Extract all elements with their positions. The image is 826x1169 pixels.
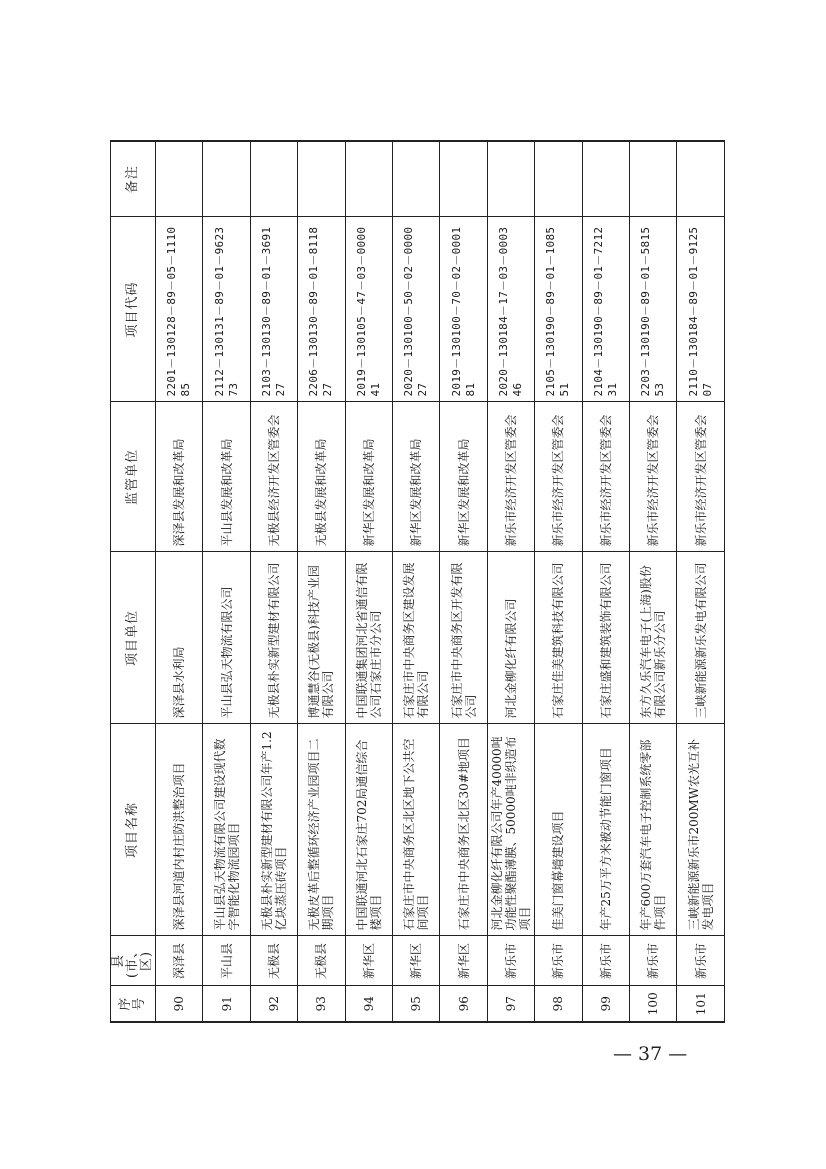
row-project-code: 2110－130184－89－01－912507 <box>677 217 725 402</box>
row-supervisor: 新乐市经济开发区管委会 <box>487 402 534 552</box>
row-project-code: 2019－130105－47－03－000041 <box>345 217 392 402</box>
row-project-name: 河北金柳化纤有限公司年产40000吨功能性聚酯薄膜、50000吨非织造布项目 <box>487 724 534 936</box>
table-row <box>298 141 345 1022</box>
row-remark <box>535 141 582 217</box>
row-remark <box>487 141 534 217</box>
row-project-code: 2105－130190－89－01－108551 <box>535 217 582 402</box>
row-supervisor: 平山县发展和改革局 <box>203 402 250 552</box>
header-project-name: 项目名称 <box>111 724 156 936</box>
row-county: 新乐市 <box>582 936 629 986</box>
row-supervisor: 新乐市经济开发区管委会 <box>677 402 725 552</box>
row-project-code: 2112－130131－89－01－962373 <box>203 217 250 402</box>
row-supervisor: 新乐市经济开发区管委会 <box>582 402 629 552</box>
row-project-code: 2103－130130－89－01－369127 <box>250 217 297 402</box>
table-row <box>582 141 629 1022</box>
row-remark <box>582 141 629 217</box>
table-row <box>203 141 250 1022</box>
row-remark <box>298 141 345 217</box>
row-project-unit: 中国联通集团河北省通信有限公司石家庄市分公司 <box>345 552 392 724</box>
row-project-code: 2104－130190－89－01－721231 <box>582 217 629 402</box>
row-project-code: 2020－130100－50－02－000027 <box>393 217 440 402</box>
row-county: 平山县 <box>203 936 250 986</box>
row-project-unit: 石家庄佳美建筑科技有限公司 <box>535 552 582 724</box>
row-project-name: 佳美门窗幕墙建设项目 <box>535 724 582 936</box>
table-row <box>630 141 677 1022</box>
header-seq: 序号 <box>111 986 156 1022</box>
row-project-unit: 石家庄盛和建筑装饰有限公司 <box>582 552 629 724</box>
row-county: 新华区 <box>345 936 392 986</box>
row-remark <box>677 141 725 217</box>
row-supervisor: 新华区发展和改革局 <box>345 402 392 552</box>
row-county: 新华区 <box>440 936 487 986</box>
row-project-unit: 石家庄市中央商务区开发有限公司 <box>440 552 487 724</box>
header-project-code: 项目代码 <box>111 217 156 402</box>
row-seq: 95 <box>393 986 440 1022</box>
row-remark <box>440 141 487 217</box>
row-seq: 96 <box>440 986 487 1022</box>
row-project-name: 年产25万平方米被动节能门窗项目 <box>582 724 629 936</box>
row-county: 新乐市 <box>487 936 534 986</box>
table-row <box>250 141 297 1022</box>
row-supervisor: 深泽县发展和改革局 <box>156 402 203 552</box>
row-project-unit: 平山县弘天物流有限公司 <box>203 552 250 724</box>
row-project-name: 三峡新能源新乐市200MW农光互补发电项目 <box>677 724 725 936</box>
table-row <box>440 141 487 1022</box>
row-remark <box>250 141 297 217</box>
row-county: 深泽县 <box>156 936 203 986</box>
row-project-unit: 石家庄市中央商务区建设发展有限公司 <box>393 552 440 724</box>
row-project-name: 石家庄市中央商务区北区30#地项目 <box>440 724 487 936</box>
row-county: 新乐市 <box>630 936 677 986</box>
row-supervisor: 新华区发展和改革局 <box>440 402 487 552</box>
row-project-unit: 无极县朴实新型建材有限公司 <box>250 552 297 724</box>
row-seq: 98 <box>535 986 582 1022</box>
header-project-unit: 项目单位 <box>111 552 156 724</box>
row-seq: 94 <box>345 986 392 1022</box>
row-remark <box>203 141 250 217</box>
row-project-name: 石家庄市中央商务区北区地下公共空间项目 <box>393 724 440 936</box>
row-project-name: 无极县朴实新型建材有限公司年产1.2亿块蒸压砖项目 <box>250 724 297 936</box>
row-project-name: 年产600万套汽车电子控制系统零部件项目 <box>630 724 677 936</box>
table-row <box>677 141 725 1022</box>
table-row <box>345 141 392 1022</box>
row-project-code: 2020－130184－17－03－000346 <box>487 217 534 402</box>
row-project-code: 2206－130130－89－01－811827 <box>298 217 345 402</box>
row-seq: 97 <box>487 986 534 1022</box>
row-remark <box>345 141 392 217</box>
row-project-code: 2203－130190－89－01－581553 <box>630 217 677 402</box>
row-county: 无极县 <box>298 936 345 986</box>
row-remark <box>630 141 677 217</box>
row-project-unit: 河北金柳化纤有限公司 <box>487 552 534 724</box>
row-county: 无极县 <box>250 936 297 986</box>
page-number: — 37 — <box>613 1043 688 1065</box>
row-supervisor: 无极县经济开发区管委会 <box>250 402 297 552</box>
header-supervisor: 监管单位 <box>111 402 156 552</box>
row-county: 新华区 <box>393 936 440 986</box>
row-project-name: 平山县弘天物流有限公司建设现代数字智能化物流园项目 <box>203 724 250 936</box>
table-header-row <box>111 141 156 1022</box>
row-seq: 101 <box>677 986 725 1022</box>
rotated-table-wrapper <box>110 142 725 1023</box>
row-project-code: 2201－130128－89－05－111085 <box>156 217 203 402</box>
row-supervisor: 新乐市经济开发区管委会 <box>535 402 582 552</box>
row-project-name: 无极皮革后整循环经济产业园项目二期项目 <box>298 724 345 936</box>
table-row <box>535 141 582 1022</box>
row-project-unit: 博通慧谷(无极县)科技产业园有限公司 <box>298 552 345 724</box>
row-county: 新乐市 <box>535 936 582 986</box>
row-project-name: 中国联通河北石家庄702局通信综合楼项目 <box>345 724 392 936</box>
row-project-unit: 三峡新能源新乐发电有限公司 <box>677 552 725 724</box>
row-project-unit: 东方久乐汽车电子(上海)股份有限公司新乐分公司 <box>630 552 677 724</box>
row-seq: 93 <box>298 986 345 1022</box>
row-project-name: 深泽县河道内村庄防洪整治项目 <box>156 724 203 936</box>
row-county: 新乐市 <box>677 936 725 986</box>
table-row <box>156 141 203 1022</box>
row-project-unit: 深泽县水利局 <box>156 552 203 724</box>
project-table <box>110 140 725 1023</box>
row-supervisor: 新乐市经济开发区管委会 <box>630 402 677 552</box>
page-number-value: 37 <box>638 1043 663 1065</box>
row-seq: 90 <box>156 986 203 1022</box>
row-supervisor: 无极县发展和改革局 <box>298 402 345 552</box>
header-remark: 备注 <box>111 141 156 217</box>
row-seq: 91 <box>203 986 250 1022</box>
row-supervisor: 新华区发展和改革局 <box>393 402 440 552</box>
row-seq: 92 <box>250 986 297 1022</box>
table-row <box>393 141 440 1022</box>
table-body <box>156 141 725 1022</box>
row-seq: 100 <box>630 986 677 1022</box>
row-project-code: 2019－130100－70－02－000181 <box>440 217 487 402</box>
row-remark <box>156 141 203 217</box>
header-county: 县(市、区) <box>111 936 156 986</box>
table-row <box>487 141 534 1022</box>
row-remark <box>393 141 440 217</box>
row-seq: 99 <box>582 986 629 1022</box>
